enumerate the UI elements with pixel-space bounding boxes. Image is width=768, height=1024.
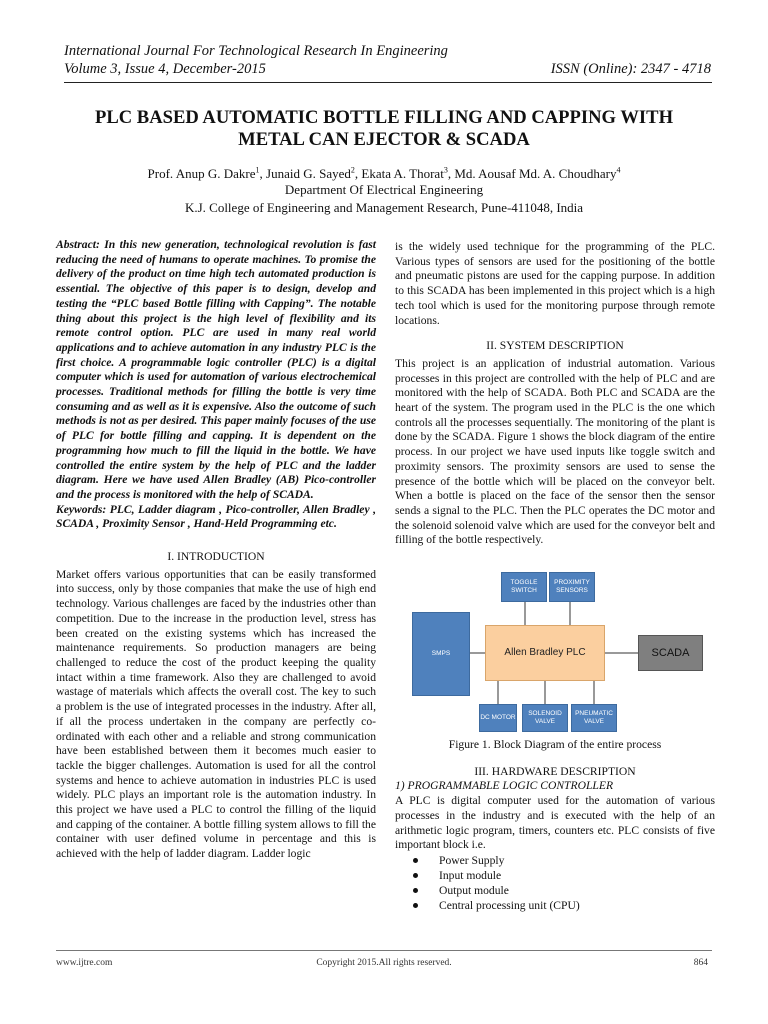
block-diagram (395, 562, 715, 734)
author-name: Md. Aousaf Md. A. Choudhary (454, 166, 617, 181)
proximity-sensors-block: PROXIMITY SENSORS (549, 572, 595, 602)
list-item: Power Supply (439, 853, 715, 868)
author-separator: , (447, 166, 455, 181)
author-affiliation: 3 (443, 165, 448, 175)
paper-title (40, 107, 728, 151)
author-affiliation: 2 (350, 165, 355, 175)
author-list (40, 165, 728, 182)
plc-block: Allen Bradley PLC (485, 625, 605, 681)
figure-caption: Figure 1. Block Diagram of the entire process (448, 738, 662, 752)
introduction-text: Market offers various opportunities that can be easily transformed into success, only by those companies that make the use of high end technology. Various challenges are faced by the industries other than competition. Due to the increase in the production level, stress has been created on the existing systems which has increased the maintenance requirements. So production managers are being challenged to reduce the cost of the product keeping the quality intact within a time framework. Also they are challenged to avoid wastage of materials which affects the overall cost. The key to such a problem is the use of integrated processes in the industry. After all, if all the process undertaken in the company are perfectly co-ordinated with each other and a reliable and strong communication have been established between them it becomes much easier to tackle the bigger challenges. Automation is used for all the control systems and hence to achieve automation in industries PLC is used widely. PLC plays an important role is the automation industry. In this project we have used a PLC to control the filling of the liquid and capping of the container. A bottle filling system allows to fill the container with user defined volume in percentage and this is achieved with the help of ladder diagram. Ladder logic (56, 567, 376, 861)
section-heading-hardware: III. HARDWARE DESCRIPTION (474, 764, 636, 778)
author-name: Junaid G. Sayed (266, 166, 351, 181)
author-separator: , (259, 166, 267, 181)
title-line-2: METAL CAN EJECTOR & SCADA (238, 129, 530, 150)
author-separator: , (354, 166, 362, 181)
list-item: Output module (439, 883, 715, 898)
section-heading-introduction: I. INTRODUCTION (167, 550, 265, 564)
system-description-text: This project is an application of industrial automation. Various processes in this project are controlled with the help of PLC and are monitored with the help of SCADA. Both PLC and SCADA are the heart of the system. The program used in the PLC is the one which controls all the processes sequentially. The monitoring of the plant is done by the SCADA. Figure 1 shows the block diagram of the entire process. In our project we have used inputs like toggle switch and proximity sensors. The proximity sensors are used to sense the presence of the bottle which will be placed on the conveyor belt. When a bottle is placed on the face of the sensor then the sensor sends a signal to the PLC. Then the PLC operates the DC motor and the solenoid solenoid valve which are used for the conveyor belt and filling of the bottle respectively. (395, 356, 715, 547)
page-number: 864 (693, 958, 708, 968)
smps-block: SMPS (412, 612, 470, 696)
right-column (395, 240, 715, 913)
author-affiliation: 1 (255, 165, 260, 175)
scada-block: SCADA (638, 635, 703, 671)
department: Department Of Electrical Engineering (284, 182, 484, 197)
journal-volume: Volume 3, Issue 4, December-2015 (64, 61, 266, 77)
list-item: Input module (439, 868, 715, 883)
journal-issn: ISSN (Online): 2347 - 4718 (550, 61, 711, 77)
introduction-continued: is the widely used technique for the programming of the PLC. Various types of sensors are used for the positioning of the bottle and pneumatic pistons are used for the capping purpose. In addition to this SCADA has been implemented in this project which is a high tech tool which is used for the monitoring purpose through remote locations. (395, 240, 715, 327)
plc-description-text: A PLC is digital computer used for the automation of various processes in the industry and is executed with the help of an arithmetic logic program, timers, counters etc. PLC consists of five important block i.e. (395, 794, 715, 852)
section-heading-system: II. SYSTEM DESCRIPTION (486, 339, 624, 353)
footer-url: www.ijtre.com (56, 958, 113, 968)
plc-block-list (395, 853, 715, 913)
title-line-1: PLC BASED AUTOMATIC BOTTLE FILLING AND CAPPING WITH (94, 107, 674, 128)
left-column (56, 238, 376, 862)
college: K.J. College of Engineering and Management Research, Pune-411048, India (184, 200, 584, 215)
author-name: Prof. Anup G. Dakre (147, 166, 256, 181)
dc-motor-block: DC MOTOR (479, 704, 517, 732)
header-rule (64, 82, 712, 83)
journal-name: International Journal For Technological Research In Engineering (64, 43, 448, 59)
footer-copyright: Copyright 2015.All rights reserved. (316, 958, 452, 968)
subsection-heading-plc: 1) PROGRAMMABLE LOGIC CONTROLLER (395, 779, 614, 793)
abstract: Abstract: In this new generation, technological revolution is fast reducing the need of humans to operate machines. To promise the delivery of the product on time high tech automated production is essential. The objective of this paper is to design, develop and testing the “PLC based Bottle filling with Capping”. The notable thing about this project is the high level of flexibility and its remote control option. PLC are used in many real world applications and to achieve automation in any industry PLC is the first choice. A programmable logic controller (PLC) is a digital computer which is used for automation of various electrochemical processes. Traditional methods for filling the bottle is very time consuming and as well as it is expensive. Also the outcome of such methods is not as per desired. This paper mainly focuses of the use of PLC for bottle filling and capping. It is dependent on the programming how much to fill the liquid in the bottle. We have controlled the entire system by the help of PLC and the ladder diagram. Here we have used Allen Bradley (AB) Pico-controller and the process is monitored with the help of SCADA. (56, 238, 376, 501)
toggle-switch-block: TOGGLE SWITCH (501, 572, 547, 602)
author-affiliation: 4 (616, 165, 621, 175)
author-name: Ekata A. Thorat (361, 166, 444, 181)
pneumatic-valve-block: PNEUMATIC VALVE (571, 704, 617, 732)
list-item: Central processing unit (CPU) (439, 898, 715, 913)
keywords: Keywords: PLC, Ladder diagram , Pico-controller, Allen Bradley , SCADA , Proximity Sensor , Hand-Held Programming etc. (56, 502, 376, 531)
solenoid-valve-block: SOLENOID VALVE (522, 704, 568, 732)
footer-rule (56, 950, 712, 951)
